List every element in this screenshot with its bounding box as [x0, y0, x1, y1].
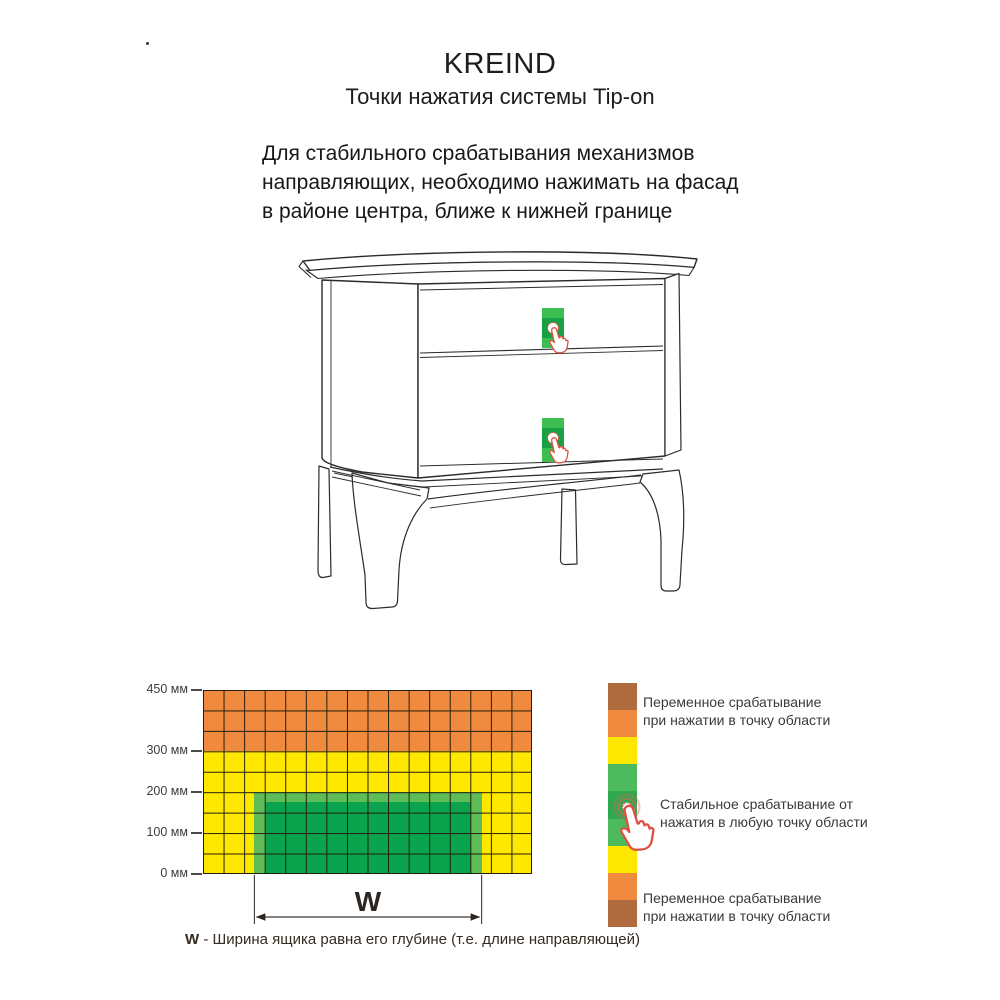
- y-axis-label: 450 мм: [146, 682, 188, 696]
- legend-item-variable-bottom: Переменное срабатывание при нажатии в точку области: [643, 890, 831, 924]
- cabinet-body: [322, 274, 681, 488]
- w-definition: - Ширина ящика равна его глубине (т.е. длине направляющей): [199, 931, 640, 948]
- intro-line: в районе центра, ближе к нижней границе: [262, 200, 673, 223]
- grid-lines: [203, 690, 532, 874]
- legs-frame: [318, 466, 684, 609]
- press-zone-chart: [130, 682, 590, 950]
- y-axis-label: 300 мм: [146, 743, 188, 758]
- legend-item-variable-top: Переменное срабатывание при нажатии в точку области: [643, 694, 831, 728]
- legend-item-stable: Стабильное срабатывание от нажатия в любую точку области: [660, 796, 868, 830]
- legend-strip-segment: [608, 900, 637, 927]
- intro-line: направляющих, необходимо нажимать на фасад: [262, 171, 739, 194]
- y-axis-tick: [191, 832, 202, 834]
- legend-strip-segment: [608, 873, 637, 900]
- w-dimension-label: W: [354, 886, 382, 917]
- tabletop: [299, 252, 697, 279]
- w-definition-caption: [185, 931, 640, 948]
- y-axis-tick: [191, 873, 202, 875]
- nightstand-drawing: [270, 240, 730, 640]
- y-axis-label: 100 мм: [146, 825, 188, 840]
- zone-grid: [203, 690, 532, 874]
- legend-strip-segment: [608, 737, 637, 764]
- w-term: W: [185, 931, 200, 948]
- intro-paragraph: [262, 139, 739, 226]
- y-axis-label: 200 мм: [146, 784, 188, 799]
- drawer-fronts: [418, 279, 665, 479]
- stray-dot: [146, 42, 149, 45]
- y-axis-tick: [191, 689, 202, 691]
- w-dimension: [203, 874, 532, 932]
- legend-strip-segment: [608, 683, 637, 710]
- back-left-leg: [318, 466, 331, 578]
- back-right-leg: [561, 489, 578, 565]
- y-axis-label: 0 мм: [160, 866, 188, 880]
- intro-line: Для стабильного срабатывания механизмов: [262, 142, 695, 165]
- front-right-leg: [640, 470, 684, 591]
- y-axis-tick: [191, 750, 202, 752]
- front-left-leg: [352, 473, 429, 609]
- legend-strip-segment: [608, 710, 637, 737]
- page-title: Точки нажатия системы Tip-on: [345, 84, 655, 109]
- y-axis-tick: [191, 791, 202, 793]
- brand-title: KREIND: [443, 48, 557, 80]
